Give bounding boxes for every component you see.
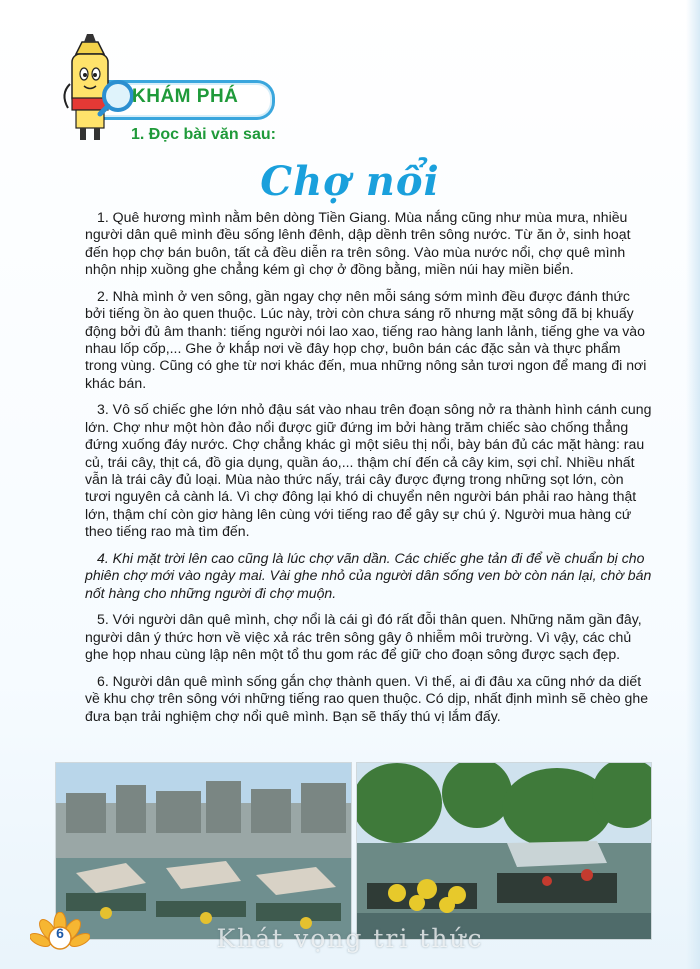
paragraph-1: 1. Quê hương mình nằm bên dòng Tiền Giang. Mùa nắng cũng như mùa mưa, nhiều người dân quê mình đều sống lênh đênh, dập dềnh trên sông nước. Từ ăn ở, sinh hoạt đến họp chợ bán buôn, tất cả đều diễn ra trên sông. Vào mùa nước nổi, chợ quê mình nhộn nhịp xuồng ghe chẳng kém gì chợ ở đồng bằng, miền núi hay miền biển. bbox=[85, 209, 631, 278]
reading-title: Chợ nổi bbox=[260, 158, 440, 205]
paragraph-2: 2. Nhà mình ở ven sông, gần ngay chợ nên mỗi sáng sớm mình đều được đánh thức bởi tiếng ồn ào quen thuộc. Lúc này, trời còn chưa sáng rõ nhưng mặt sông đã bị khuấy động bởi đủ âm thanh: tiếng người nói lao xao, tiếng rao hàng lanh lảnh, tiếng ghe va vào nhau lốp cốp,... Ghe ở khắp nơi về đây họp chợ, buôn bán các đặc sản và thực phẩm trong vùng. Cũng có ghe từ nơi khác đến, mua những nông sản tươi ngon để mang đi nơi khác bán. bbox=[85, 287, 647, 391]
pencil-mascot-icon bbox=[48, 34, 136, 146]
reading-passage bbox=[85, 209, 652, 734]
section-label: KHÁM PHÁ bbox=[132, 86, 239, 107]
page-edge-decoration bbox=[686, 0, 700, 969]
paragraph-6: 6. Người dân quê mình sống gắn chợ thành quen. Vì thế, ai đi đâu xa cũng nhớ da diết về khu chợ trên sông với những tiếng rao quen thuộc. Có dịp, nhất định mình sẽ chèo ghe đưa bạn trải nghiệm chợ nổi quê mình. Bạn sẽ thấy thú vị lắm đấy. bbox=[85, 672, 649, 724]
page-number: 6 bbox=[56, 925, 64, 941]
exercise-instruction: 1. Đọc bài văn sau: bbox=[131, 126, 276, 143]
paragraph-5: 5. Với người dân quê mình, chợ nổi là cái gì đó rất đỗi thân quen. Những năm gần đây, người dân ý thức hơn về việc xả rác trên sông gây ô nhiễm môi trường. Vì vậy, các chủ ghe họp nhau cùng lập nên một tổ thu gom rác để giữ cho đoạn sông được sạch đẹp. bbox=[85, 611, 642, 663]
paragraph-4: 4. Khi mặt trời lên cao cũng là lúc chợ vãn dần. Các chiếc ghe tản đi để về chuẩn bị cho phiên chợ mới vào ngày mai. Vài ghe nhỏ của người dân sống ven bờ còn nán lại, chờ bán nốt hàng cho những người đi chợ muộn. bbox=[85, 549, 652, 601]
paragraph-3: 3. Vô số chiếc ghe lớn nhỏ đậu sát vào nhau trên đoạn sông nở ra thành hình cánh cung lớn. Chợ như một hòn đảo nổi được giữ đứng im bởi hàng trăm chiếc sào chống thẳng đứng xuống đáy nước. Chợ chẳng khác gì một siêu thị nổi, bày bán đủ các mặt hàng: rau củ, trái cây, thịt cá, đồ gia dụng, quần áo,... thậm chí đến cả cây kim, sợi chỉ. Nhiều nhất vẫn là trái cây đủ loại. Mùa nào thức nấy, trái cây được đựng trong những sọt lớn, còn tươi nguyên cả cành lá. Vì chợ đông lại khó di chuyển nên người bán phải rao hàng thật lớn, thậm chí còn giơ hàng lên cùng với tiếng rao để gây sự chú ý. Người mua hàng cứ theo tiếng rao mà tìm đến. bbox=[85, 401, 652, 540]
floating-market-photo-left bbox=[55, 762, 352, 940]
floating-market-photo-right bbox=[356, 762, 652, 940]
watermark-text: Khát vọng tri thức bbox=[216, 924, 484, 953]
